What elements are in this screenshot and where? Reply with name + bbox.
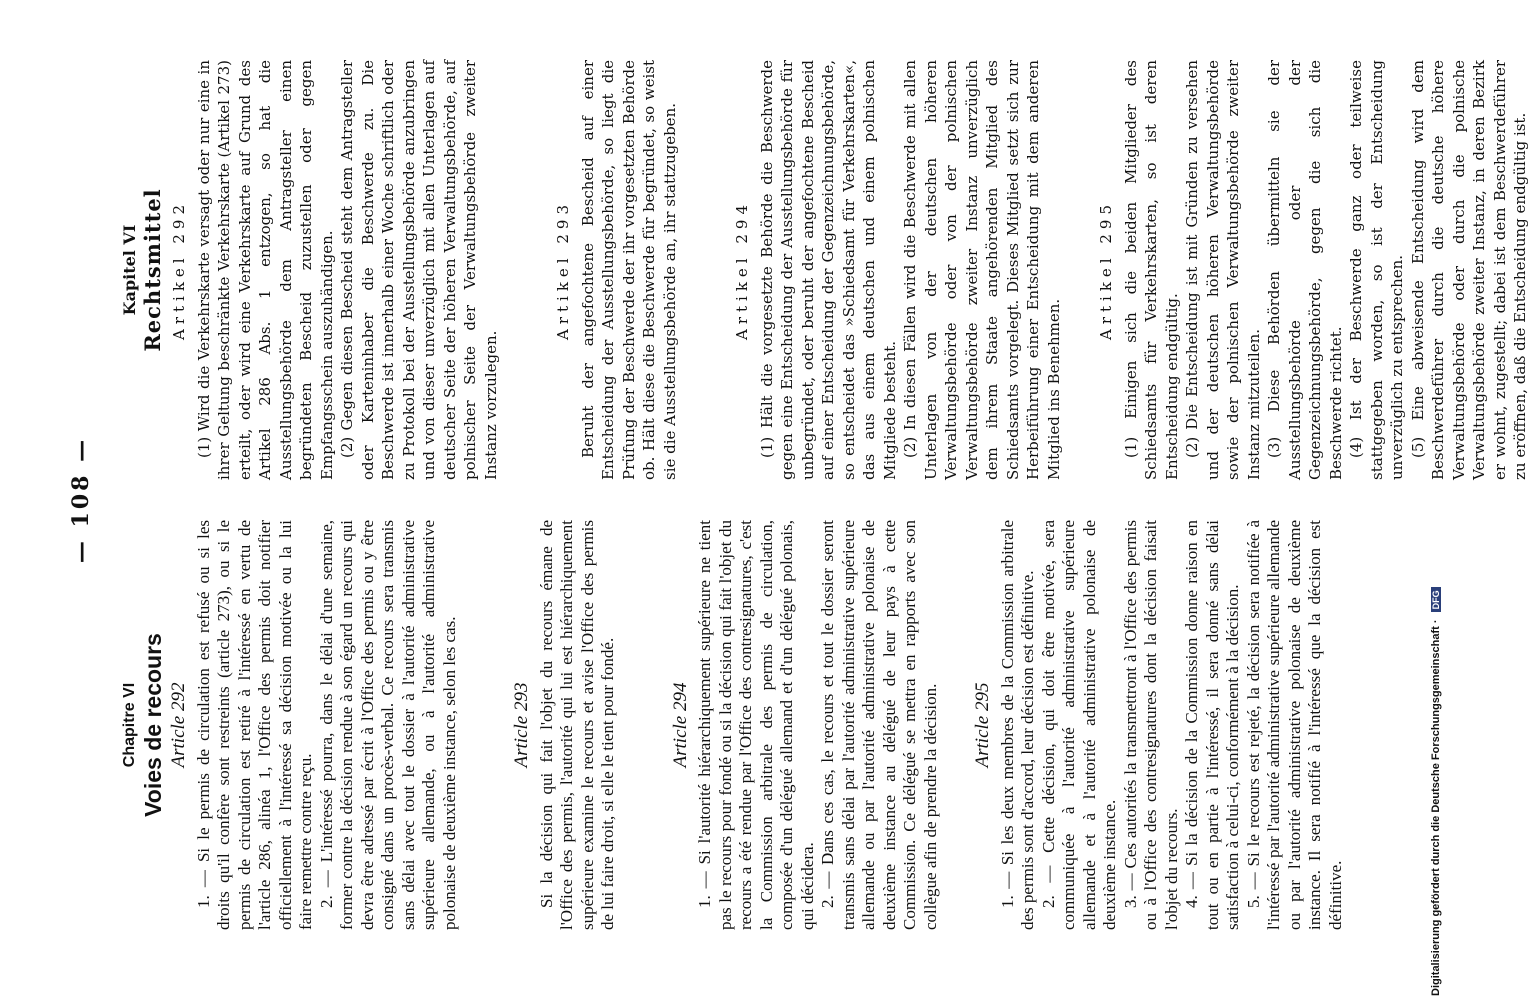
french-article-292-paragraph-1: 1. — Si le permis de circulation est refusé ou si les droits qu'il confère sont restreints (article 273), ou si le permis de circulation est retiré à l'intéressé en vertu de l'article 286, alinéa 1, l'Office des permis doit notifier officiellement à l'intéressé sa décision motivée ou la lui faire remettre contre reçu. <box>193 520 315 930</box>
dfg-logo: DFG <box>1431 587 1441 612</box>
french-article-295-paragraph-2: 2. — Cette décision, qui doit être motivée, sera communiquée à l'autorité administrative supérieure allemande et à l'autorité administrative polonaise de deuxième instance. <box>1038 520 1119 930</box>
french-chapter-heading: Chapitre VI <box>121 682 138 768</box>
german-article-293-paragraph-1: Beruht der angefochtene Bescheid auf einer Entscheidung der Ausstellungsbehörde, so liegt die Prüfung der Beschwerde der ihr vorgesetzten Behörde ob. Hält diese die Beschwerde für begründet, so weist sie die Ausstellungsbehörde an, ihr stattzugeben. <box>578 60 679 480</box>
german-chapter-title: Rechtsmittel <box>139 188 165 352</box>
german-article-292-paragraph-1: (1) Wird die Verkehrskarte versagt oder nur eine in ihrer Geltung beschränkte Verkehrskarte (Artikel 273) erteilt, oder wird eine Verkehrskarte auf Grund des Artikel 286 Abs. 1 entzogen, so hat die Ausstellungsbehörde dem Antragsteller einen begründeten Bescheid zuzustellen oder gegen Empfangsschein auszuhändigen. <box>194 60 336 480</box>
german-article-292-paragraph-2: (2) Gegen diesen Bescheid steht dem Antragsteller oder Karteninhaber die Beschwerde zu. Die Beschwerde ist innerhalb einer Woche schriftlich oder zu Protokoll bei der Ausstellungsbehörde anzubringen und von dieser unverzüglich mit allen Unterlagen auf deutscher Seite der höheren Verwaltungsbehörde, auf polnischer Seite der Verwaltungsbehörde zweiter Instanz vorzulegen. <box>338 60 500 480</box>
german-article-294-paragraph-2: (2) In diesen Fällen wird die Beschwerde mit allen Unterlagen von der deutschen höheren Verwaltungsbehörde oder von der polnischen Verwaltungsbehörde zweiter Instanz unverzüglich dem ihrem Staate angehörenden Mitglied des Schiedsamts vorgelegt. Dieses Mitglied setzt sich zur Herbeiführung einer Entscheidung mit dem anderen Mitglied ins Benehmen. <box>901 60 1063 480</box>
french-article-294-paragraph-2: 2. — Dans ces cas, le recours et tout le dossier seront transmis sans délai par l'autorité administrative supérieure allemande ou par l'autorité administrative polonaise de deuxième instance au délégué de leur pays à cette Commission. Ce délégué se mettra en rapports avec son collègue afin de prendre la décision. <box>818 520 940 930</box>
german-article-295-paragraph-1: (1) Einigen sich die beiden Mitglieder des Schiedsamts für Verkehrskarten, so ist deren Entscheidung endgültig. <box>1121 60 1181 480</box>
german-article-295-paragraph-2: (2) Die Entscheidung ist mit Gründen zu versehen und der deutschen höheren Verwaltungsbehörde sowie der polnischen Verwaltungsbehörde zweiter Instanz mitzuteilen. <box>1183 60 1263 480</box>
french-chapter-title: Voies de recours <box>139 633 166 817</box>
german-article-293-heading: Artikel 293 <box>554 200 572 340</box>
german-article-294-heading: Artikel 294 <box>733 200 751 340</box>
digitization-credit-text: Digitalisierung gefördert durch die Deutsche Forschungsgemeinschaft · <box>1430 619 1442 996</box>
french-article-294-heading: Article 294 <box>669 682 691 768</box>
french-article-295-paragraph-5: 5. — Si le recours est rejeté, la décision sera notifiée à l'intéressé par l'autorité administrative supérieure allemande ou par l'autorité administrative polonaise de deuxième instance. Il sera notifié à l'intéressé que la décision est définitive. <box>1243 520 1345 930</box>
digitization-stamp <box>1412 6 1442 996</box>
french-column <box>120 520 1345 930</box>
german-article-295-paragraph-4: (4) Ist der Beschwerde ganz oder teilweise stattgegeben worden, so ist der Entscheidung unverzüglich zu entsprechen. <box>1347 60 1406 480</box>
german-article-295-heading: Artikel 295 <box>1097 200 1115 340</box>
french-article-295-paragraph-3: 3. — Ces autorités la transmettront à l'Office des permis ou à l'Office des contresignatures dont la décision faisait l'objet du recours. <box>1120 520 1181 930</box>
french-article-292-heading: Article 292 <box>168 682 189 768</box>
french-article-293-paragraph-1: Si la décision qui fait l'objet du recours émane de l'Office des permis, l'autorité qui lui est hiérarchiquement supérieure examine le recours et avise l'Office des permis de lui faire droit, si elle le tient pour fondé. <box>536 520 617 930</box>
french-article-295-heading: Article 295 <box>972 682 993 768</box>
french-article-295-paragraph-4: 4. — Si la décision de la Commission donne raison en tout ou en partie à l'intéressé, il sera donné sans délai satisfaction à celui-ci, conformément à la décision. <box>1182 520 1242 930</box>
german-article-295-paragraph-3: (3) Diese Behörden übermitteln sie der Ausstellungsbehörde oder der Gegenzeichnungsbehörde, gegen die sich die Beschwerde richtet. <box>1265 60 1345 480</box>
french-article-294-paragraph-1: 1. — Si l'autorité hiérarchiquement supérieure ne tient pas le recours pour fondé ou si la décision qui fait l'objet du recours a été rendue par l'Office des contresignatures, c'est la Commission arbitrale des permis de circulation, composée d'un délégué allemand et d'un délégué polonais, qui décidera. <box>695 520 817 930</box>
french-article-292-paragraph-2: 2. — L'intéressé pourra, dans le délai d'une semaine, former contre la décision rendue à son égard un recours qui devra être adressé par écrit à l'Office des permis ou y être consigné dans un procès-verbal. Ce recours sera transmis sans délai avec tout le dossier à l'autorité administrative supérieure allemande, ou à l'autorité administrative polonaise de deuxième instance, selon les cas. <box>316 520 459 930</box>
german-article-295-paragraph-5: (5) Eine abweisende Entscheidung wird dem Beschwerdeführer durch die deutsche höhere Verwaltungsbehörde oder durch die polnische Verwaltungsbehörde zweiter Instanz, in deren Bezirk er wohnt, zugestellt; dabei ist dem Beschwerdeführer zu eröffnen, daß die Entscheidung endgültig ist. <box>1408 60 1529 480</box>
page-number: — 108 — <box>68 436 94 564</box>
french-article-293-heading: Article 293 <box>511 682 532 768</box>
german-column <box>120 60 1529 480</box>
german-article-292-heading: Artikel 292 <box>170 200 188 340</box>
german-article-294-paragraph-1: (1) Hält die vorgesetzte Behörde die Beschwerde gegen eine Entscheidung der Ausstellungsbehörde für unbegründet, oder beruht der angefochtene Bescheid auf einer Entscheidung der Gegenzeichnungsbehörde, so entscheidet das »Schiedsamt für Verkehrskarten«, das aus einem deutschen und einem polnischen Mitgliede besteht. <box>757 60 899 480</box>
german-chapter-heading: Kapitel VI <box>120 224 139 316</box>
french-article-295-paragraph-1: 1. — Si les deux membres de la Commission arbitrale des permis sont d'accord, leur décision est définitive. <box>997 520 1037 930</box>
